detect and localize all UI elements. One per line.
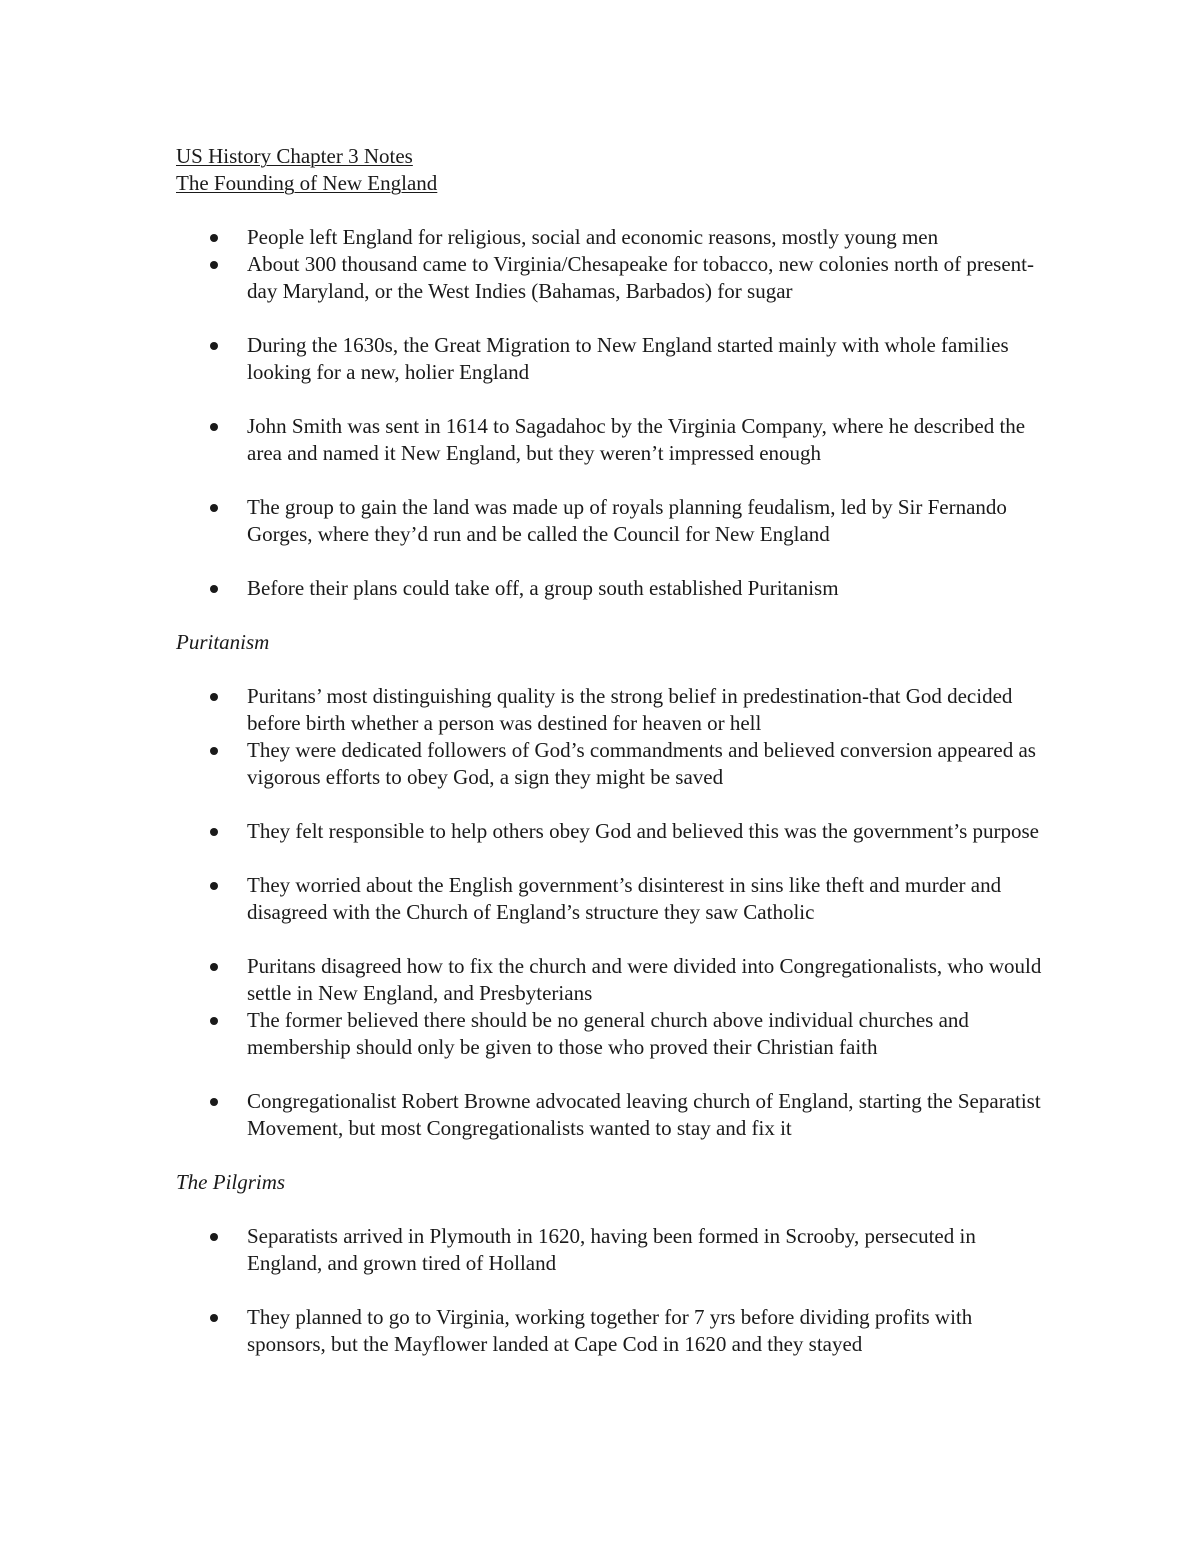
pilgrims-notes-list: [176, 1304, 1056, 1358]
bullet-icon: [210, 882, 218, 890]
list-item-text: Separatists arrived in Plymouth in 1620, having been formed in Scrooby, persecuted in England, and grown tired of Holland: [247, 1224, 976, 1275]
list-item: [176, 737, 1056, 791]
document-subtitle: The Founding of New England: [176, 171, 438, 195]
founding-notes-list: [176, 224, 1056, 305]
bullet-icon: [210, 1314, 218, 1322]
list-item: [176, 1304, 1056, 1358]
bullet-icon: [210, 261, 218, 269]
list-item: [176, 1007, 1056, 1061]
founding-notes-list: [176, 413, 1056, 467]
document-page: [176, 143, 1056, 1358]
list-item-text: They were dedicated followers of God’s commandments and believed conversion appeared as vigorous efforts to obey God, a sign they might be saved: [247, 738, 1036, 789]
list-item-text: Before their plans could take off, a group south established Puritanism: [247, 576, 839, 600]
list-item-text: They felt responsible to help others obey God and believed this was the government’s purpose: [247, 819, 1039, 843]
bullet-icon: [210, 1233, 218, 1241]
document-title: US History Chapter 3 Notes: [176, 144, 413, 168]
bullet-icon: [210, 585, 218, 593]
bullet-icon: [210, 963, 218, 971]
list-item-text: John Smith was sent in 1614 to Sagadahoc by the Virginia Company, where he described the area and named it New England, but they weren’t impressed enough: [247, 414, 1026, 465]
section-heading-pilgrims: The Pilgrims: [176, 1170, 286, 1194]
list-item-text: Puritans disagreed how to fix the church and were divided into Congregationalists, who would settle in New England, and Presbyterians: [247, 954, 1042, 1005]
list-item: [176, 683, 1056, 737]
list-item: [176, 251, 1056, 305]
bullet-icon: [210, 423, 218, 431]
bullet-icon: [210, 693, 218, 701]
bullet-icon: [210, 747, 218, 755]
founding-notes-list: [176, 494, 1056, 548]
bullet-icon: [210, 1017, 218, 1025]
puritanism-notes-list: [176, 818, 1056, 845]
founding-notes-list: [176, 332, 1056, 386]
list-item: [176, 224, 1056, 251]
list-item: [176, 332, 1056, 386]
list-item-text: People left England for religious, social and economic reasons, mostly young men: [247, 225, 939, 249]
list-item-text: Congregationalist Robert Browne advocated leaving church of England, starting the Separatist Movement, but most Congregationalists wanted to stay and fix it: [247, 1089, 1041, 1140]
list-item-text: During the 1630s, the Great Migration to New England started mainly with whole families looking for a new, holier England: [247, 333, 1009, 384]
list-item: [176, 413, 1056, 467]
bullet-icon: [210, 234, 218, 242]
list-item: [176, 953, 1056, 1007]
puritanism-notes-list: [176, 953, 1056, 1061]
list-item: [176, 818, 1056, 845]
bullet-icon: [210, 1098, 218, 1106]
list-item-text: They planned to go to Virginia, working together for 7 yrs before dividing profits with sponsors, but the Mayflower landed at Cape Cod in 1620 and they stayed: [247, 1305, 973, 1356]
list-item-text: The former believed there should be no general church above individual churches and membership should only be given to those who proved their Christian faith: [247, 1008, 969, 1059]
list-item: [176, 1223, 1056, 1277]
pilgrims-notes-list: [176, 1223, 1056, 1277]
puritanism-notes-list: [176, 1088, 1056, 1142]
list-item: [176, 494, 1056, 548]
list-item-text: The group to gain the land was made up of royals planning feudalism, led by Sir Fernando Gorges, where they’d run and be called the Council for New England: [247, 495, 1007, 546]
list-item-text: About 300 thousand came to Virginia/Chesapeake for tobacco, new colonies north of present-day Maryland, or the West Indies (Bahamas, Barbados) for sugar: [247, 252, 1034, 303]
bullet-icon: [210, 828, 218, 836]
list-item-text: Puritans’ most distinguishing quality is the strong belief in predestination-that God decided before birth whether a person was destined for heaven or hell: [247, 684, 1013, 735]
list-item: [176, 575, 1056, 602]
founding-notes-list: [176, 575, 1056, 602]
puritanism-notes-list: [176, 872, 1056, 926]
list-item: [176, 872, 1056, 926]
bullet-icon: [210, 342, 218, 350]
bullet-icon: [210, 504, 218, 512]
list-item: [176, 1088, 1056, 1142]
list-item-text: They worried about the English government’s disinterest in sins like theft and murder and disagreed with the Church of England’s structure they saw Catholic: [247, 873, 1002, 924]
section-heading-puritanism: Puritanism: [176, 630, 270, 654]
puritanism-notes-list: [176, 683, 1056, 791]
